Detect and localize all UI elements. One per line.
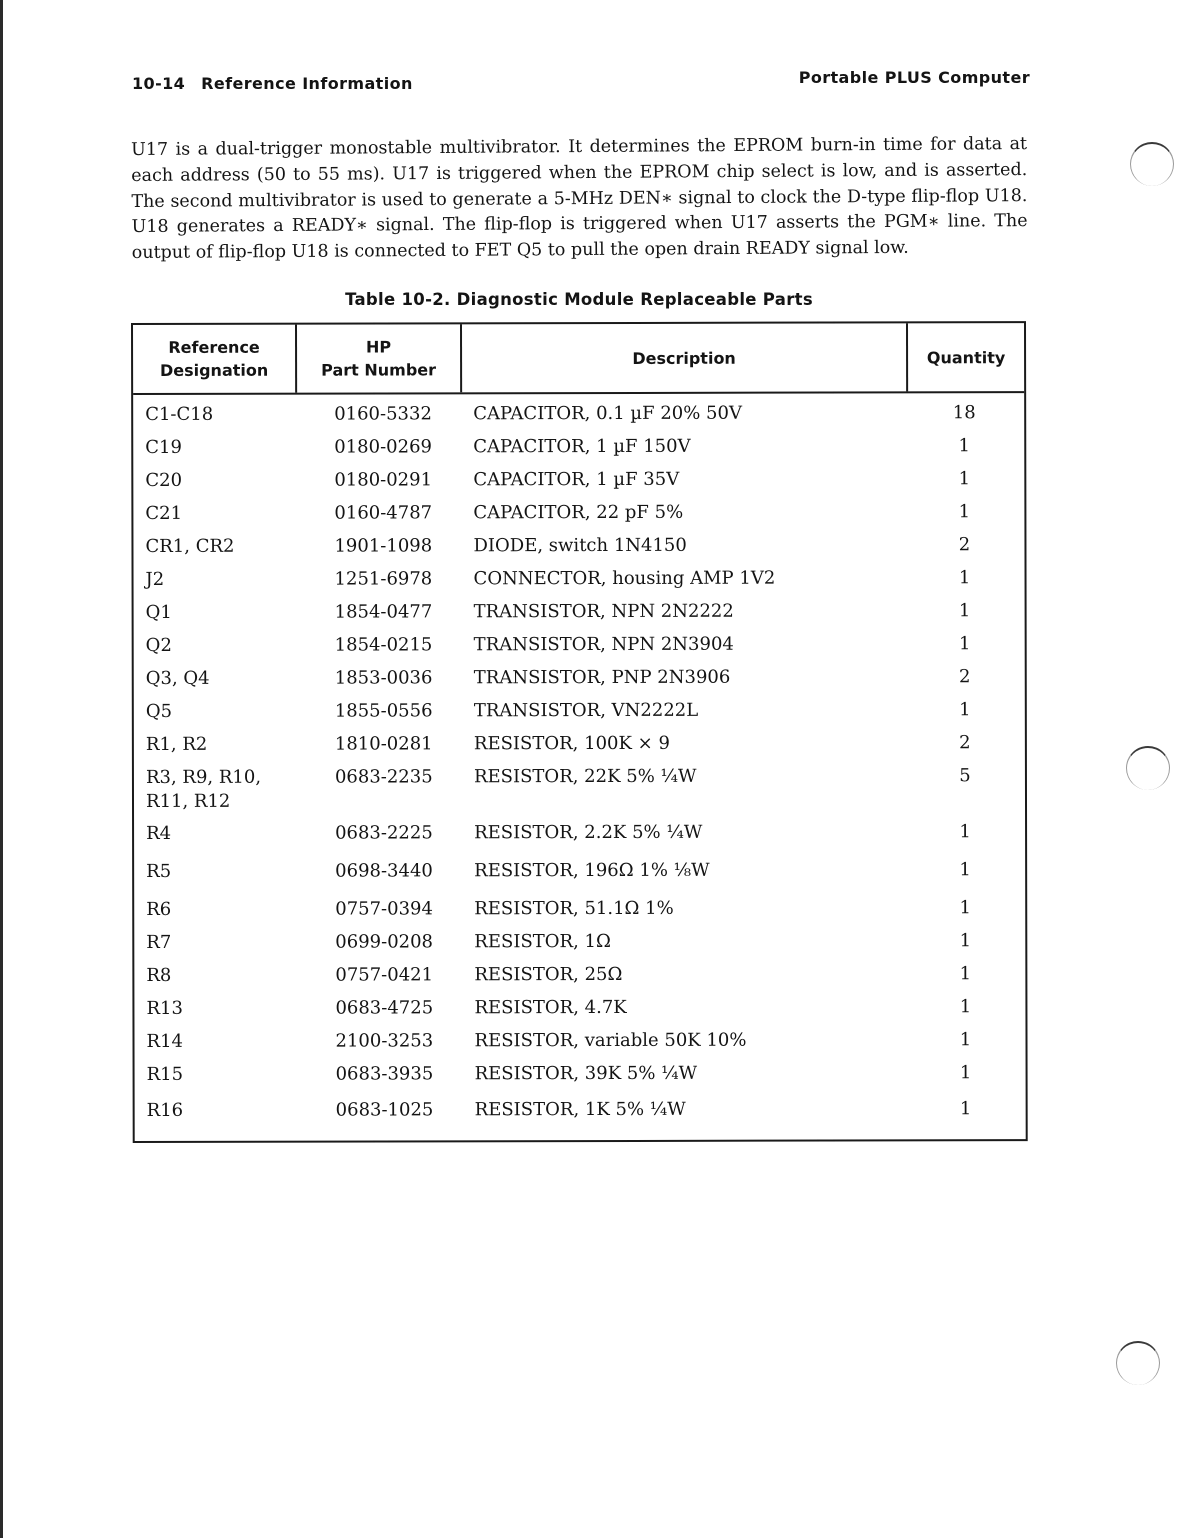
part-number-cell: 0757-0394 xyxy=(335,898,433,920)
description-cell: CAPACITOR, 1 µF 150V xyxy=(473,435,691,458)
reference-cell: Q3, Q4 xyxy=(145,667,210,689)
table-row xyxy=(133,533,1024,565)
reference-cell: C21 xyxy=(145,502,183,524)
reference-cell: R13 xyxy=(146,997,183,1019)
reference-cell: Q1 xyxy=(145,601,172,623)
intro-paragraph: U17 is a dual-trigger monostable multivibrator. It determines the EPROM burn-in time for data at each address (50 to 55 ms). U17 is triggered when the EPROM chip select is low, and is asserted. The second multivibrator is used to generate a 5-MHz DEN∗ signal to clock the D-type flip-flop U18. U18 generates a READY∗ signal. The flip-flop is triggered when U17 asserts the PGM∗ line. The output of flip-flop U18 is connected to FET Q5 to pull the open drain READY signal low. xyxy=(131,134,1028,264)
quantity-cell: 1 xyxy=(959,1098,972,1120)
description-cell: RESISTOR, 39K 5% ¼W xyxy=(474,1062,698,1085)
table-row xyxy=(133,467,1024,499)
table-row xyxy=(134,1028,1025,1060)
page-left-edge xyxy=(0,0,3,1538)
header-reference-designation: Reference Designation xyxy=(133,325,297,393)
reference-cell: R4 xyxy=(146,822,172,844)
reference-cell: Q2 xyxy=(145,634,172,656)
quantity-cell: 2 xyxy=(958,666,971,688)
punch-hole xyxy=(1126,746,1170,790)
description-cell: TRANSISTOR, NPN 2N3904 xyxy=(473,633,734,656)
table-row xyxy=(134,896,1025,928)
table-row xyxy=(134,665,1025,697)
part-number-cell: 0160-4787 xyxy=(334,502,433,524)
table-row xyxy=(135,1097,1026,1129)
table-row xyxy=(134,566,1025,598)
description-cell: CAPACITOR, 0.1 µF 20% 50V xyxy=(473,402,742,425)
section-title: Reference Information xyxy=(201,74,413,93)
reference-cell: CR1, CR2 xyxy=(145,535,235,557)
quantity-cell: 1 xyxy=(958,501,971,523)
quantity-cell: 1 xyxy=(958,567,971,589)
part-number-cell: 1251-6978 xyxy=(334,568,433,590)
reference-cell: R15 xyxy=(146,1063,184,1085)
description-cell: CAPACITOR, 22 pF 5% xyxy=(473,501,684,524)
reference-cell: R5 xyxy=(146,860,172,882)
part-number-cell: 1853-0036 xyxy=(334,667,433,689)
table-row xyxy=(135,1061,1026,1093)
part-number-cell: 0698-3440 xyxy=(335,860,433,882)
table-row xyxy=(134,995,1025,1027)
description-cell: RESISTOR, 22K 5% ¼W xyxy=(473,765,697,788)
table-header xyxy=(133,323,1024,395)
table-row xyxy=(134,858,1025,890)
quantity-cell: 1 xyxy=(959,930,972,952)
description-cell: RESISTOR, 4.7K xyxy=(474,996,627,1019)
quantity-cell: 1 xyxy=(959,821,971,843)
table-row xyxy=(134,632,1025,664)
part-number-cell: 0683-2225 xyxy=(335,822,433,844)
reference-cell: R6 xyxy=(146,898,172,920)
reference-cell: R3, R9, R10, R11, R12 xyxy=(145,766,262,812)
table-row xyxy=(133,434,1024,466)
description-cell: RESISTOR, 2.2K 5% ¼W xyxy=(474,821,703,844)
quantity-cell: 18 xyxy=(952,402,976,424)
part-number-cell: 1901-1098 xyxy=(334,535,433,557)
part-number-cell: 0180-0269 xyxy=(334,436,432,458)
part-number-cell: 1855-0556 xyxy=(334,700,433,722)
part-number-cell: 2100-3253 xyxy=(335,1030,434,1052)
reference-cell: R7 xyxy=(146,931,172,953)
running-header-left xyxy=(132,74,413,93)
header-quantity: Quantity xyxy=(926,347,1006,367)
reference-cell: J2 xyxy=(145,568,165,590)
document-title: Portable PLUS Computer xyxy=(798,68,1030,87)
description-cell: CONNECTOR, housing AMP 1V2 xyxy=(473,567,776,590)
table-row xyxy=(133,500,1024,532)
description-cell: RESISTOR, variable 50K 10% xyxy=(474,1029,747,1052)
description-cell: CAPACITOR, 1 µF 35V xyxy=(473,468,680,491)
quantity-cell: 1 xyxy=(959,1062,972,1084)
reference-cell: R16 xyxy=(146,1099,184,1121)
table-row xyxy=(134,962,1025,994)
table-row xyxy=(134,599,1025,631)
table-title: Table 10-2. Diagnostic Module Replaceable Parts xyxy=(345,290,813,309)
quantity-cell: 1 xyxy=(958,468,971,490)
quantity-cell: 1 xyxy=(958,633,971,655)
table-row xyxy=(134,764,1025,812)
part-number-cell: 1854-0215 xyxy=(334,634,433,656)
quantity-cell: 1 xyxy=(959,699,971,721)
reference-cell: C1-C18 xyxy=(145,403,214,425)
description-cell: TRANSISTOR, VN2222L xyxy=(473,699,699,722)
part-number-cell: 0683-4725 xyxy=(335,997,434,1019)
description-cell: RESISTOR, 100K × 9 xyxy=(473,732,670,755)
quantity-cell: 1 xyxy=(958,600,971,622)
quantity-cell: 1 xyxy=(959,1029,972,1051)
description-cell: RESISTOR, 1Ω xyxy=(474,930,611,953)
part-number-cell: 0699-0208 xyxy=(335,931,434,953)
header-description: Description xyxy=(462,323,908,392)
table-row xyxy=(134,820,1025,852)
part-number-cell: 0757-0421 xyxy=(335,964,434,986)
part-number-cell: 0160-5332 xyxy=(334,403,432,425)
description-cell: TRANSISTOR, PNP 2N3906 xyxy=(473,666,731,689)
quantity-cell: 2 xyxy=(959,732,971,754)
reference-cell: R14 xyxy=(146,1030,183,1052)
quantity-cell: 2 xyxy=(958,534,971,556)
punch-hole xyxy=(1116,1341,1160,1385)
punch-hole xyxy=(1130,142,1174,186)
parts-table xyxy=(131,321,1028,1143)
quantity-cell: 1 xyxy=(959,963,972,985)
description-cell: TRANSISTOR, NPN 2N2222 xyxy=(473,600,734,623)
part-number-cell: 0683-2235 xyxy=(334,766,433,788)
part-number-cell: 1810-0281 xyxy=(334,733,433,755)
quantity-cell: 1 xyxy=(959,859,971,881)
reference-cell: C19 xyxy=(145,436,182,458)
part-number-cell: 0683-1025 xyxy=(335,1099,434,1121)
reference-cell: R8 xyxy=(146,964,172,986)
reference-cell: Q5 xyxy=(145,700,173,722)
table-row xyxy=(134,929,1025,961)
description-cell: RESISTOR, 196Ω 1% ⅛W xyxy=(474,859,710,882)
reference-cell: R1, R2 xyxy=(145,733,208,755)
header-hp-part-number: HP Part Number xyxy=(297,324,462,392)
reference-cell: C20 xyxy=(145,469,183,491)
part-number-cell: 1854-0477 xyxy=(334,601,433,623)
quantity-cell: 1 xyxy=(958,435,970,457)
page-number: 10-14 xyxy=(132,74,186,93)
quantity-cell: 5 xyxy=(959,765,971,787)
description-cell: RESISTOR, 25Ω xyxy=(474,963,623,986)
part-number-cell: 0683-3935 xyxy=(335,1063,434,1085)
quantity-cell: 1 xyxy=(959,897,971,919)
part-number-cell: 0180-0291 xyxy=(334,469,433,491)
description-cell: DIODE, switch 1N4150 xyxy=(473,534,687,557)
table-row xyxy=(134,731,1025,763)
description-cell: RESISTOR, 1K 5% ¼W xyxy=(474,1098,686,1121)
quantity-cell: 1 xyxy=(959,996,972,1018)
table-row xyxy=(134,698,1025,730)
description-cell: RESISTOR, 51.1Ω 1% xyxy=(474,897,674,920)
table-row xyxy=(133,401,1024,433)
